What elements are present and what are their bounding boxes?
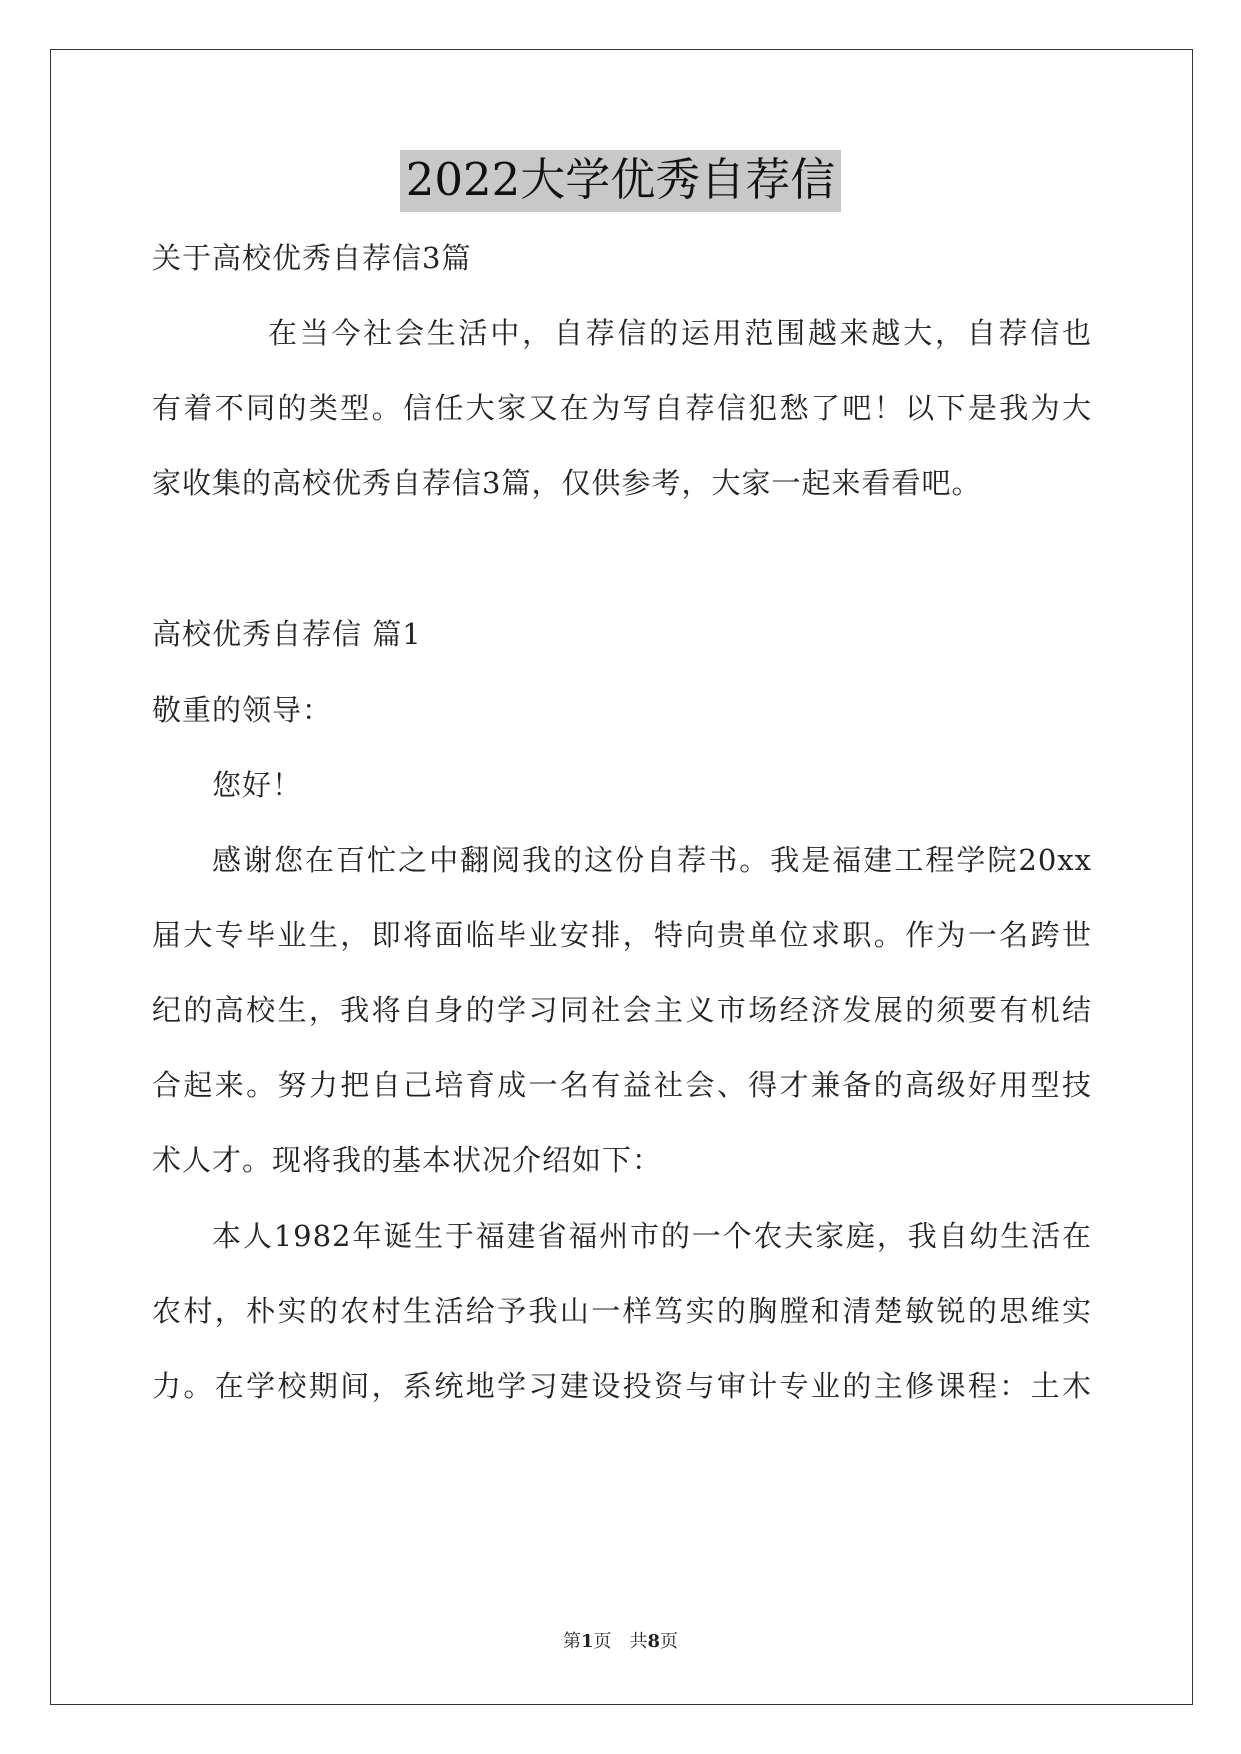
intro-line: 在当今社会生活中，自荐信的运用范围越来越大，自荐信也 <box>268 316 1092 350</box>
page-footer <box>0 1630 1241 1654</box>
section-heading: 高校优秀自荐信 篇1 <box>152 617 422 651</box>
footer-suffix: 页 <box>660 1631 679 1652</box>
paragraph-line: 感谢您在百忙之中翻阅我的这份自荐书。我是福建工程学院20xx <box>212 843 1092 877</box>
document-title-container <box>0 150 1241 212</box>
paragraph-line: 力。在学校期间，系统地学习建设投资与审计专业的主修课程：土木 <box>152 1369 1092 1403</box>
paragraph-line: 纪的高校生，我将自身的学习同社会主义市场经济发展的须要有机结 <box>152 993 1092 1027</box>
intro-line: 有着不同的类型。信任大家又在为写自荐信犯愁了吧！以下是我为大 <box>152 391 1092 425</box>
paragraph-line: 届大专毕业生，即将面临毕业安排，特向贵单位求职。作为一名跨世 <box>152 918 1092 952</box>
footer-prefix: 第 <box>562 1631 581 1652</box>
current-page-number: 1 <box>580 1631 594 1652</box>
greeting: 您好！ <box>212 768 303 802</box>
footer-middle: 页 共 <box>593 1631 648 1652</box>
salutation: 敬重的领导： <box>152 693 333 727</box>
intro-line: 家收集的高校优秀自荐信3篇，仅供参考，大家一起来看看吧。 <box>152 466 982 500</box>
total-pages-number: 8 <box>647 1631 661 1652</box>
subtitle: 关于高校优秀自荐信3篇 <box>152 241 472 275</box>
paragraph-line: 本人1982年诞生于福建省福州市的一个农夫家庭，我自幼生活在 <box>212 1219 1092 1253</box>
paragraph-line: 合起来。努力把自己培育成一名有益社会、得才兼备的高级好用型技 <box>152 1068 1092 1102</box>
document-title: 2022大学优秀自荐信 <box>400 150 842 212</box>
paragraph-line: 农村，朴实的农村生活给予我山一样笃实的胸膛和清楚敏锐的思维实 <box>152 1294 1092 1328</box>
paragraph-line: 术人才。现将我的基本状况介绍如下： <box>152 1143 663 1177</box>
